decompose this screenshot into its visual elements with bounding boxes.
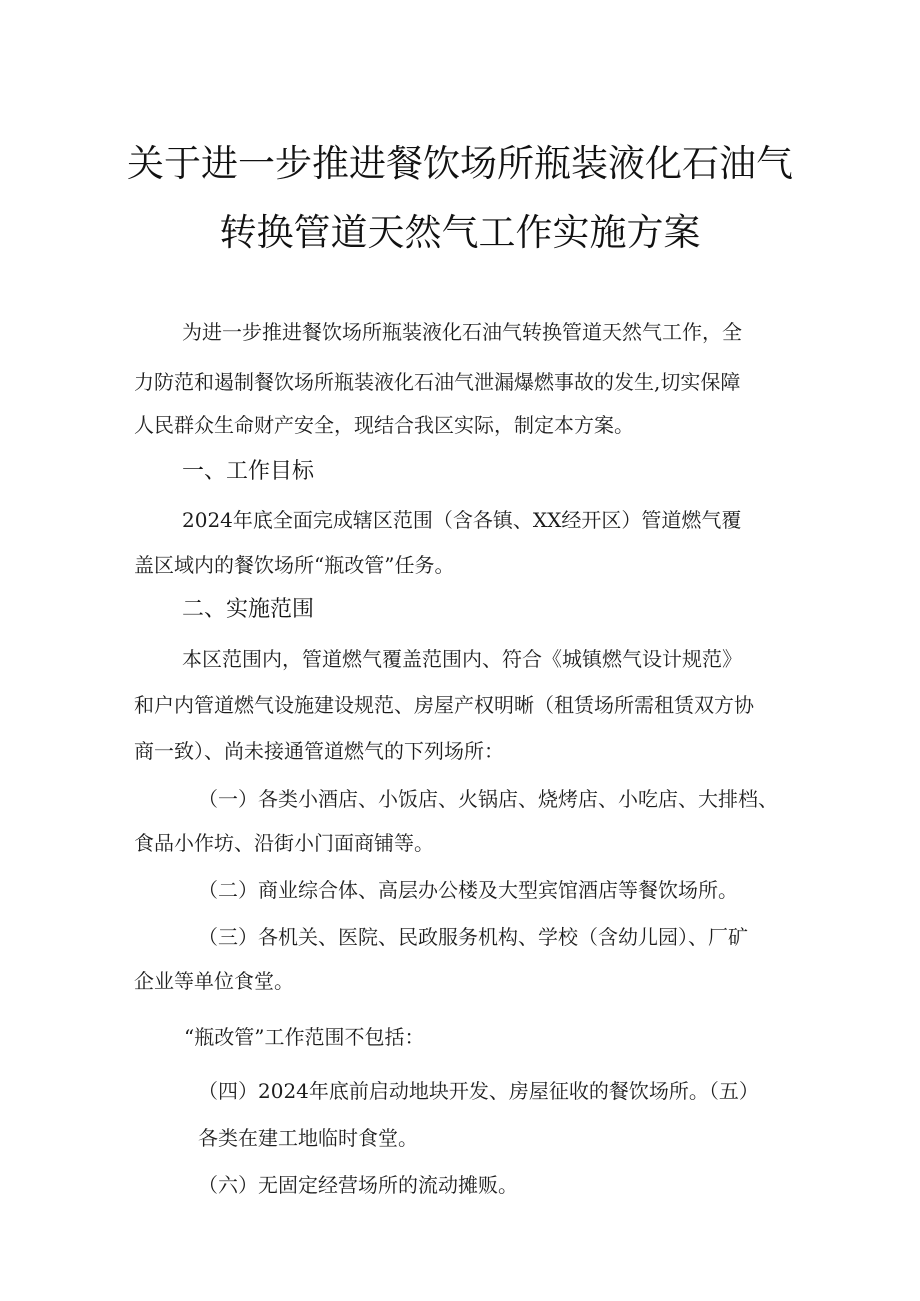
section-1-line-2: 盖区域内的餐饮场所“瓶改管”任务。 [134, 553, 455, 577]
intro-line-3: 人民群众生命财产安全，现结合我区实际，制定本方案。 [134, 413, 634, 437]
scope-item-1-line-1: （一）各类小酒店、小饭店、火锅店、烧烤店、小吃店、大排档、 [198, 787, 778, 811]
scope-item-2: （二）商业综合体、高层办公楼及大型宾馆酒店等餐饮场所。 [198, 878, 738, 902]
section-1-line-1: 2024年底全面完成辖区范围（含各镇、XX经开区）管道燃气覆 [182, 508, 742, 532]
intro-line-1: 为进一步推进餐饮场所瓶装液化石油气转换管道天然气工作，全 [182, 320, 742, 344]
exclusion-item-4-line-2: 各类在建工地临时食堂。 [198, 1126, 418, 1150]
section-2-heading: 二、实施范围 [182, 597, 315, 622]
scope-item-3-line-1: （三）各机关、医院、民政服务机构、学校（含幼儿园）、厂矿 [198, 925, 748, 949]
document-title-line-1: 关于进一步推进餐饮场所瓶装液化石油气 [127, 142, 793, 185]
scope-item-1-line-2: 食品小作坊、沿街小门面商铺等。 [134, 831, 434, 855]
section-2-line-2: 和户内管道燃气设施建设规范、房屋产权明晰（租赁场所需租赁双方协 [134, 693, 754, 717]
section-1-heading: 一、工作目标 [182, 459, 315, 484]
exclusion-item-4-line-1: （四）2024年底前启动地块开发、房屋征收的餐饮场所。（五） [198, 1079, 759, 1103]
document-title-line-2: 转换管道天然气工作实施方案 [219, 211, 701, 254]
scope-item-3-line-2: 企业等单位食堂。 [134, 969, 294, 993]
intro-line-2: 力防范和遏制餐饮场所瓶装液化石油气泄漏爆燃事故的发生,切实保障 [134, 370, 741, 394]
section-2-line-1: 本区范围内，管道燃气覆盖范围内、符合《城镇燃气设计规范》 [182, 647, 742, 671]
section-2-line-3: 商一致）、尚未接通管道燃气的下列场所： [134, 739, 504, 763]
exclusion-intro: “瓶改管”工作范围不包括： [184, 1025, 425, 1049]
exclusion-item-6: （六）无固定经营场所的流动摊贩。 [198, 1173, 518, 1197]
